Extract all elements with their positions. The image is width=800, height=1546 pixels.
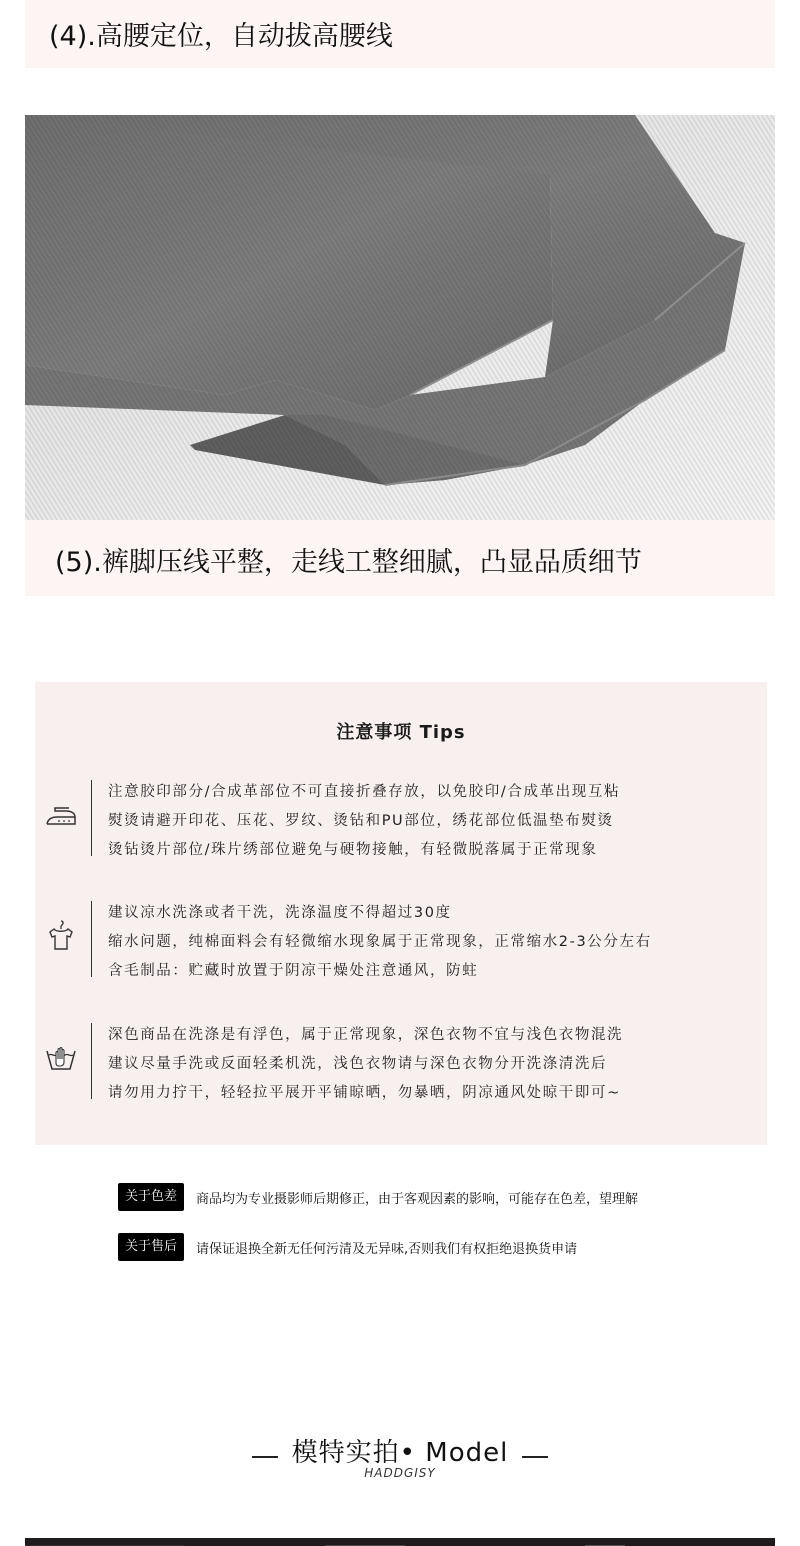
trouser-hem-photo — [25, 115, 775, 520]
brand-subtitle: HADDGISY — [364, 1466, 436, 1480]
section-title: 模特实拍• Model — [291, 1438, 509, 1468]
tip-text: 缩水问题，纯棉面料会有轻微缩水现象属于正常现象，正常缩水2-3公分左右 — [108, 934, 652, 950]
note-text: 请保证退换全新无任何污清及无异味,否则我们有权拒绝退换货申请 — [196, 1242, 578, 1257]
garment-hanger-icon — [45, 919, 77, 951]
feature-caption-band — [25, 0, 775, 68]
divider — [91, 901, 92, 977]
tips-title: 注意事项 Tips — [336, 722, 466, 743]
tip-text: 建议凉水洗涤或者干洗，洗涤温度不得超过30度 — [108, 905, 452, 921]
note-badge: 关于色差 — [118, 1183, 184, 1211]
feature-caption-band — [25, 520, 775, 596]
tip-text: 注意胶印部分/合成革部位不可直接折叠存放，以免胶印/合成革出现互粘 — [108, 784, 621, 800]
divider — [91, 1023, 92, 1099]
hand-wash-icon — [45, 1041, 77, 1073]
model-photo — [25, 1538, 775, 1546]
divider — [91, 780, 92, 856]
tip-text: 建议尽量手洗或反面轻柔机洗，浅色衣物请与深色衣物分开洗涤清洗后 — [108, 1056, 608, 1072]
tip-text: 熨烫请避开印花、压花、罗纹、烫钻和PU部位，绣花部位低温垫布熨烫 — [108, 813, 614, 829]
tip-text: 深色商品在洗涤是有浮色，属于正常现象，深色衣物不宜与浅色衣物混洗 — [108, 1027, 624, 1043]
tip-text: 请勿用力拧干，轻轻拉平展开平铺晾晒，勿暴晒，阴凉通风处晾干即可~ — [108, 1085, 621, 1101]
iron-icon — [45, 800, 77, 832]
feature-caption: (4).高腰定位，自动拔高腰线 — [49, 21, 393, 52]
note-badge: 关于售后 — [118, 1233, 184, 1261]
model-section-header — [0, 1432, 800, 1480]
care-tips-panel — [35, 682, 767, 1145]
divider — [522, 1456, 548, 1458]
divider — [252, 1456, 278, 1458]
note-text: 商品均为专业摄影师后期修正，由于客观因素的影响，可能存在色差，望理解 — [196, 1192, 639, 1207]
tip-text: 含毛制品：贮藏时放置于阴凉干燥处注意通风，防蛀 — [108, 963, 479, 979]
tip-text: 烫钻烫片部位/珠片绣部位避免与硬物接触，有轻微脱落属于正常现象 — [108, 842, 598, 858]
feature-caption: (5).裤脚压线平整，走线工整细腻，凸显品质细节 — [55, 547, 642, 578]
